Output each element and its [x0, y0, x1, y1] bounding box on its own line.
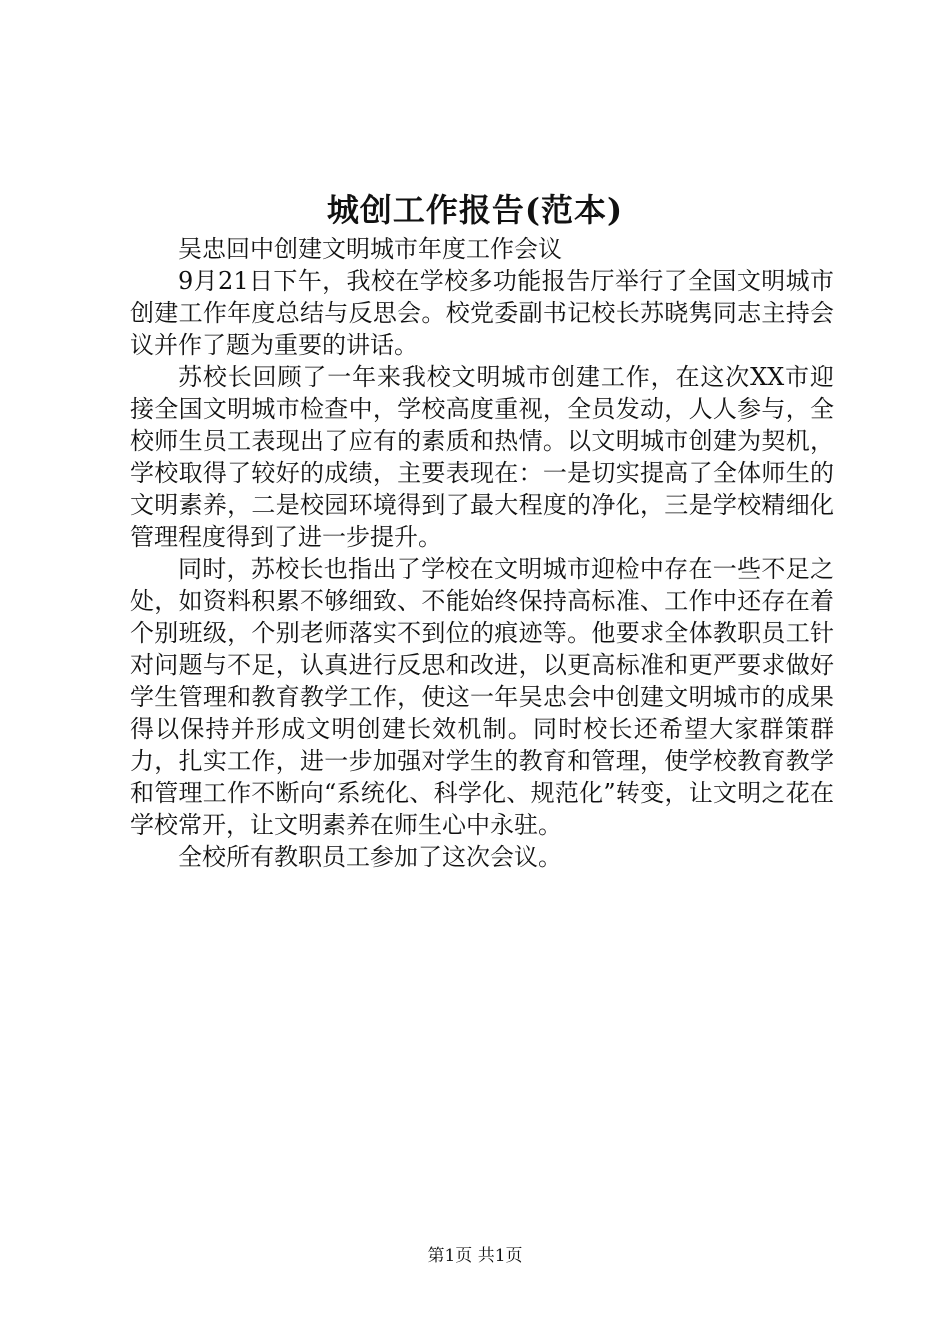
paragraph-review: 苏校长回顾了一年来我校文明城市创建工作，在这次XX市迎接全国文明城市检查中，学校高度重视，全员发动，人人参与，全校师生员工表现出了应有的素质和热情。以文明城市创建为契机，学校取得了较好的成绩，主要表现在：一是切实提高了全体师生的文明素养，二是校园环境得到了最大程度的净化，三是学校精细化管理程度得到了进一步提升。	[130, 363, 834, 551]
paragraph-meeting-intro: 9月21日下午，我校在学校多功能报告厅举行了全国文明城市创建工作年度总结与反思会。校党委副书记校长苏晓隽同志主持会议并作了题为重要的讲话。	[130, 267, 834, 359]
paragraph-meeting-name: 吴忠回中创建文明城市年度工作会议	[178, 235, 562, 263]
document-title: 城创工作报告(范本)	[326, 191, 624, 229]
paragraph-attendance: 全校所有教职员工参加了这次会议。	[178, 843, 562, 871]
paragraph-shortcomings: 同时，苏校长也指出了学校在文明城市迎检中存在一些不足之处，如资料积累不够细致、不能始终保持高标准、工作中还存在着个别班级，个别老师落实不到位的痕迹等。他要求全体教职员工针对问题与不足，认真进行反思和改进，以更高标准和更严要求做好学生管理和教育教学工作，使这一年吴忠会中创建文明城市的成果得以保持并形成文明创建长效机制。同时校长还希望大家群策群力，扎实工作，进一步加强对学生的教育和管理，使学校教育教学和管理工作不断向“系统化、科学化、规范化”转变，让文明之花在学校常开，让文明素养在师生心中永驻。	[130, 555, 834, 839]
page-footer: 第1页 共1页	[427, 1246, 523, 1266]
document-body	[130, 233, 834, 873]
